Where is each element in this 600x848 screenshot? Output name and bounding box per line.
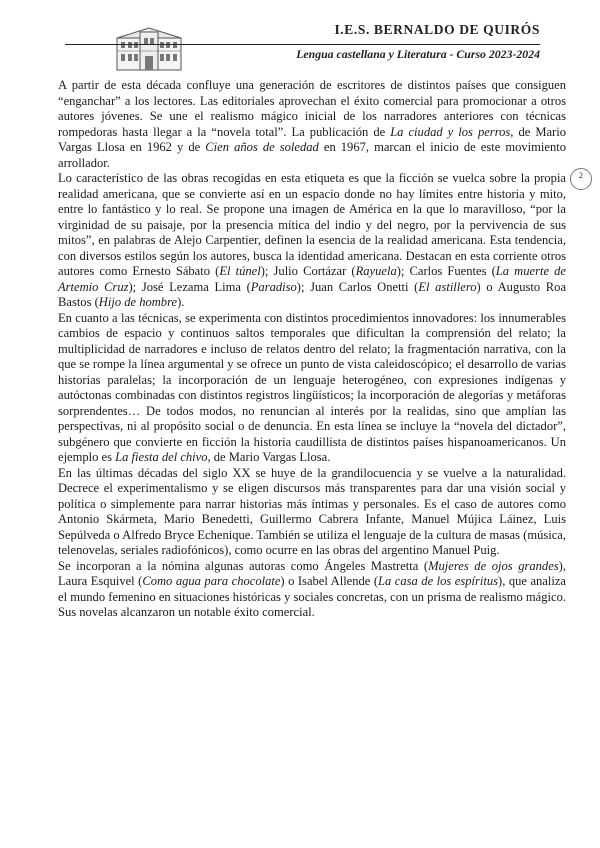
text-run: , de Mario Vargas Llosa. [207, 450, 331, 464]
work-title: La casa de los espíritus [378, 574, 499, 588]
text-run: , de Mario Vargas Llosa en 1962 y de [58, 124, 566, 154]
header-divider [65, 44, 540, 45]
text-run: ), Laura Esquivel ( [58, 558, 566, 588]
work-title: Hijo de hombre [98, 295, 178, 309]
work-title: La fiesta del chivo [115, 450, 208, 464]
text-run: ) o Augusto Roa Bastos ( [58, 279, 567, 309]
paragraph [58, 559, 566, 621]
school-name: I.E.S. BERNALDO DE QUIRÓS [334, 22, 540, 37]
paragraph [58, 78, 566, 171]
page-number: 2 [570, 168, 592, 190]
course-title: Lengua castellana y Literatura - Curso 2023-2024 [296, 47, 540, 61]
work-title: Mujeres de ojos grandes [428, 558, 559, 573]
paragraph [58, 466, 566, 559]
paragraph [58, 311, 566, 466]
body-text [58, 78, 566, 621]
text-run: ); Carlos Fuentes ( [396, 264, 496, 278]
text-run: ) o Isabel Allende ( [280, 574, 379, 588]
text-run: A partir de esta década confluye una generación de escritores de distintos países que consiguen “enganchar” a los lectores. Las editoriales aprovechan el éxito comercial para promocionar a otros autores jóvenes. Se une el realismo mágico inicial de los narradores anteriores con técnicas rompedoras hasta llegar a la “novela total”. La publicación de [58, 78, 566, 139]
text-run: en 1967, marcan el inicio de este movimiento arrollador. [58, 140, 566, 170]
work-title: El túnel [219, 264, 261, 278]
work-title: Rayuela [355, 264, 397, 278]
school-building-icon [113, 26, 185, 72]
paragraph [58, 171, 566, 311]
work-title: La ciudad y los perros [390, 124, 511, 139]
text-run: Lo característico de las obras recogidas en esta etiqueta es que la ficción se vuelca sobre la propia realidad americana, que se convierte así en un espacio donde no hay límites entre historia y mito, entre lo fantástico y lo real. Se propone una imagen de América en la que lo maravilloso, “por la virginidad de su paisaje, por la presencia mítica del indio y del negro, por la pervivencia de sus mitos”, en palabras de Alejo Carpentier, definen la esencia de la realidad americana. Esta tendencia, con diversos estilos según los autores, busca la identidad americana. Destacan en esta corriente otros autores como Ernesto Sábato ( [58, 171, 566, 278]
work-title: Paradiso [250, 279, 297, 294]
text-run: En las últimas décadas del siglo XX se huye de la grandilocuencia y se vuelve a la naturalidad. Decrece el experimentalismo y se eligen discursos más transparentes para dar una visión social y política o simplemente para narrar historias más íntimas y personales. Es el caso de autores como Antonio Skármeta, Mario Benedetti, Guillermo Cabrera Infante, Manuel Mújica Láinez, Luis Sepúlveda o Alfredo Bryce Echenique. También se utiliza el lenguaje de la cultura de masas (música, telenovelas, seriales radiofónicos), como ocurre en las obras del argentino Manuel Puig. [58, 465, 566, 557]
work-title: La muerte de Artemio Cruz [58, 264, 567, 294]
work-title: Cien años de soledad [205, 140, 319, 154]
work-title: El astillero [418, 279, 477, 294]
text-run: En cuanto a las técnicas, se experimenta con distintos procedimientos innovadores: los innumerables cambios de espacio y continuos saltos temporales que dificultan la comprensión del relato; la multiplicidad de narradores e incluso de relatos dentro del relato; la fragmentación narrativa, con la que se rompe la línea argumental y se ofrece un punto de vista caleidoscópico; el desarrollo de varias historias paralelas; la incorporación de un lenguaje heterogéneo, con expresiones indígenas y autóctonas combinadas con distintos registros lingüísticos; la incorporación de alegorías y metáforas sorprendentes… De todos modos, no renuncian al interés por la realidas, sino que amplían las perspectivas, ni al propósito social o de denuncia. En esta línea se incluye la “novela del dictador”, subgénero que convierte en ficción la historia caudillista de distintos países hispanoamericanos. Un ejemplo es [58, 310, 566, 464]
text-run: ); Juan Carlos Onetti ( [296, 279, 419, 294]
work-title: Como agua para chocolate [142, 574, 281, 588]
text-run: Se incorporan a la nómina algunas autoras como Ángeles Mastretta ( [58, 558, 429, 573]
text-run: ). [177, 295, 185, 309]
text-run: ); Julio Cortázar ( [260, 264, 356, 278]
text-run: ); José Lezama Lima ( [128, 279, 251, 294]
text-run: ), que analiza el mundo femenino en situaciones históricas y sociales concretas, con un prisma de realismo mágico. Sus novelas alcanzaron un notable éxito comercial. [58, 574, 566, 619]
